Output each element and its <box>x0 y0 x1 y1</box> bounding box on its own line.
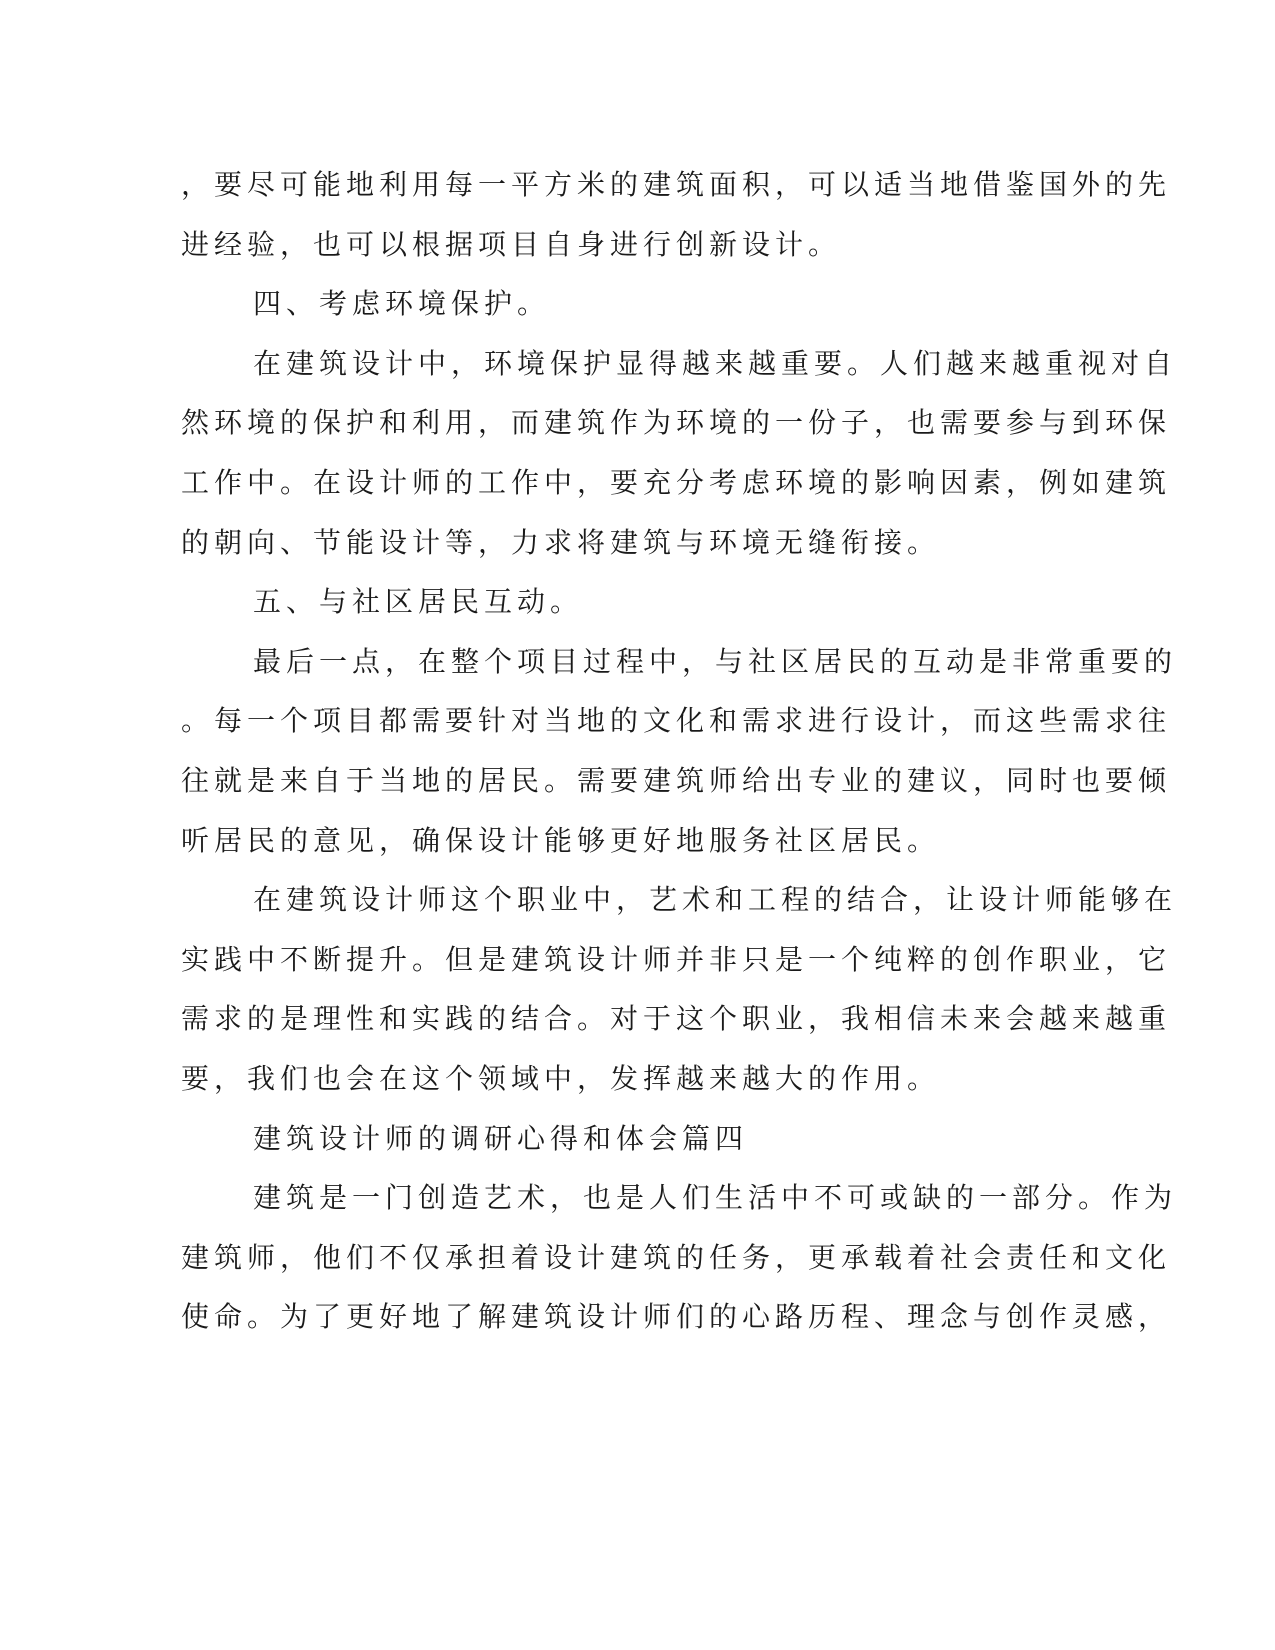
text-line: 然环境的保护和利用，而建筑作为环境的一份子，也需要参与到环保 <box>181 406 1172 440</box>
text-line: ，要尽可能地利用每一平方米的建筑面积，可以适当地借鉴国外的先 <box>181 168 1172 201</box>
text-line: 。每一个项目都需要针对当地的文化和需求进行设计，而这些需求往 <box>181 704 1172 738</box>
text-line: 实践中不断提升。但是建筑设计师并非只是一个纯粹的创作职业，它 <box>181 942 1172 976</box>
text-line: 的朝向、节能设计等，力求将建筑与环境无缝衔接。 <box>181 525 941 559</box>
text-line: 最后一点，在整个项目过程中，与社区居民的互动是非常重要的 <box>253 644 1178 678</box>
text-line: 使命。为了更好地了解建筑设计师们的心路历程、理念与创作灵感， <box>181 1300 1172 1334</box>
text-line: 进经验，也可以根据项目自身进行创新设计。 <box>181 227 842 261</box>
text-line: 建筑师，他们不仅承担着设计建筑的任务，更承载着社会责任和文化 <box>181 1240 1172 1274</box>
text-line: 需求的是理性和实践的结合。对于这个职业，我相信未来会越来越重 <box>181 1002 1172 1036</box>
body-text <box>181 155 1178 1347</box>
text-line: 在建筑设计师这个职业中，艺术和工程的结合，让设计师能够在 <box>253 883 1178 917</box>
text-line: 在建筑设计中，环境保护显得越来越重要。人们越来越重视对自 <box>253 346 1178 380</box>
text-line: 建筑是一门创造艺术，也是人们生活中不可或缺的一部分。作为 <box>253 1181 1178 1215</box>
text-line: 听居民的意见，确保设计能够更好地服务社区居民。 <box>181 823 941 857</box>
text-line: 往就是来自于当地的居民。需要建筑师给出专业的建议，同时也要倾 <box>181 763 1172 797</box>
article-heading: 建筑设计师的调研心得和体会篇四 <box>253 1121 749 1155</box>
text-line: 要，我们也会在这个领域中，发挥越来越大的作用。 <box>181 1061 941 1095</box>
text-line: 工作中。在设计师的工作中，要充分考虑环境的影响因素，例如建筑 <box>181 465 1172 499</box>
section-heading: 五、与社区居民互动。 <box>253 585 584 619</box>
section-heading: 四、考虑环境保护。 <box>253 287 551 321</box>
